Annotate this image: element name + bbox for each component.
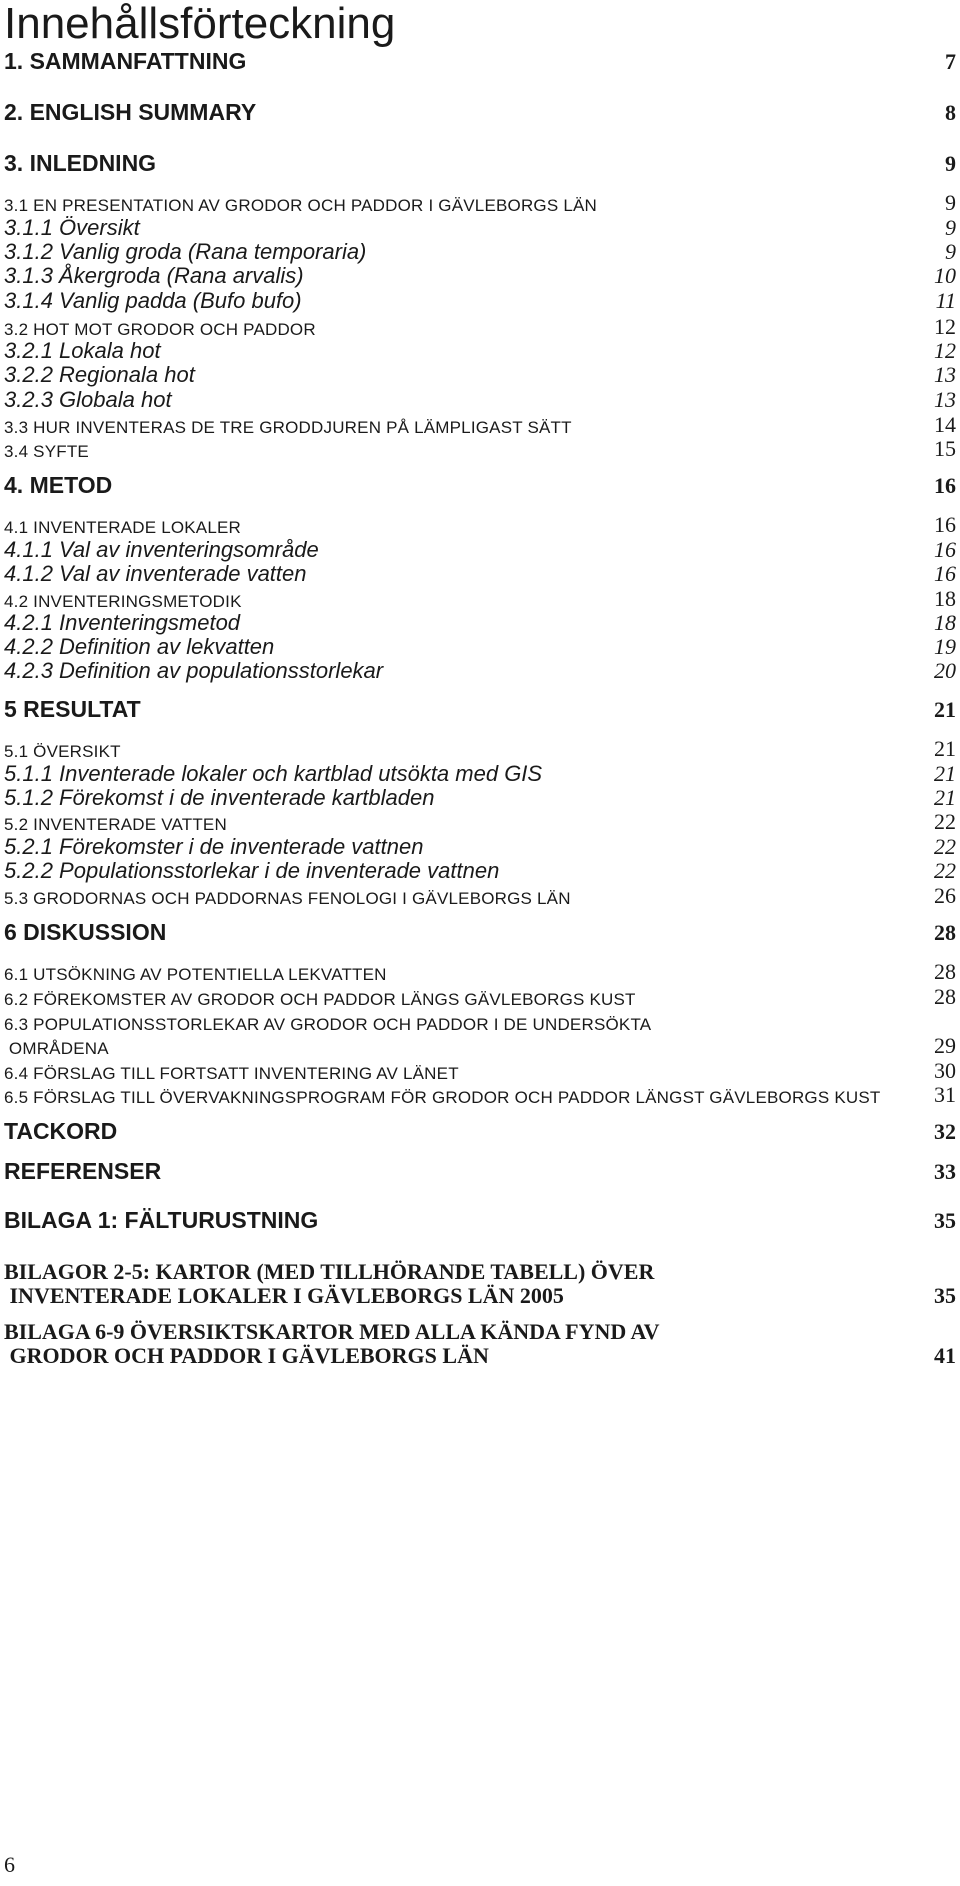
toc-entry-page: 21 (934, 697, 956, 722)
toc-entry-title: 3.1.4 Vanlig padda (Bufo bufo) (4, 288, 302, 313)
toc-entry-page: 28 (934, 959, 956, 984)
toc-entry-page: 33 (934, 1159, 956, 1184)
toc-entry-page: 20 (934, 658, 956, 683)
toc-entry-page: 18 (934, 586, 956, 611)
toc-entry-title: BILAGA 6-9 ÖVERSIKTSKARTOR MED ALLA KÄNDA FYND AV (4, 1319, 660, 1344)
toc-entry-title: GRODOR OCH PADDOR I GÄVLEBORGS LÄN (4, 1343, 489, 1368)
toc-entry-page: 16 (934, 537, 956, 562)
toc-entry-page: 21 (934, 761, 956, 786)
toc-entry-title: 4.1.1 Val av inventeringsområde (4, 537, 319, 562)
toc-entry-title: 2. ENGLISH SUMMARY (4, 99, 257, 125)
toc-entry-page: 22 (934, 834, 956, 859)
toc-entry-title: 3.2.2 Regionala hot (4, 362, 195, 387)
toc-entry-page: 30 (934, 1058, 956, 1083)
toc-entry-page: 9 (945, 239, 956, 264)
toc-entry-title: 3.4 SYFTE (4, 442, 89, 461)
toc-entry-page: 31 (934, 1082, 956, 1107)
toc-entry-page: 35 (934, 1283, 956, 1308)
toc-entry[interactable] (4, 48, 956, 78)
toc-entry-page: 16 (934, 512, 956, 537)
toc-entry[interactable] (4, 472, 956, 502)
toc-entry-page: 15 (934, 436, 956, 461)
toc-entry-title: 3.1.2 Vanlig groda (Rana temporaria) (4, 239, 367, 264)
toc-entry-title: 3.1.1 Översikt (4, 215, 140, 240)
toc-entry[interactable] (4, 99, 956, 129)
toc-entry-page: 10 (934, 263, 956, 288)
toc-entry-page: 13 (934, 387, 956, 412)
toc-entry[interactable] (4, 882, 956, 912)
toc-entry-page: 35 (934, 1208, 956, 1233)
toc-entry-page: 16 (934, 561, 956, 586)
toc-entry-title: 6.5 FÖRSLAG TILL ÖVERVAKNINGSPROGRAM FÖR GRODOR OCH PADDOR LÄNGST GÄVLEBORGS KUST (4, 1088, 881, 1107)
toc-entry-title: 1. SAMMANFATTNING (4, 48, 247, 74)
toc-entry-title: 3. INLEDNING (4, 150, 157, 176)
toc-entry[interactable] (4, 1342, 956, 1372)
toc-entry-title: 3.2.3 Globala hot (4, 387, 172, 412)
toc-entry[interactable] (4, 435, 956, 465)
page-number: 6 (4, 1852, 15, 1877)
toc-entry-page: 16 (934, 473, 956, 498)
toc-entry-title: 5.2 INVENTERADE VATTEN (4, 815, 227, 834)
toc-entry-page: 9 (945, 190, 956, 215)
toc-entry-title: BILAGOR 2-5: KARTOR (MED TILLHÖRANDE TABELL) ÖVER (4, 1259, 655, 1284)
toc-entry-title: 3.1.3 Åkergroda (Rana arvalis) (4, 263, 304, 288)
toc-entry-title: 4.1 INVENTERADE LOKALER (4, 518, 242, 537)
toc-entry-title: 5.1 ÖVERSIKT (4, 742, 121, 761)
toc-entry-title: TACKORD (4, 1118, 118, 1144)
toc-entry-title: 4.2.1 Inventeringsmetod (4, 610, 241, 635)
toc-entry-title: 3.2.1 Lokala hot (4, 338, 161, 363)
toc-entry-page: 7 (945, 49, 956, 74)
toc-entry-page: 32 (934, 1119, 956, 1144)
toc-entry-page: 21 (934, 736, 956, 761)
toc-entry-title: 6.2 FÖREKOMSTER AV GRODOR OCH PADDOR LÄNGS GÄVLEBORGS KUST (4, 990, 636, 1009)
toc-entry[interactable] (4, 696, 956, 726)
toc-entry-title: 4.2.2 Definition av lekvatten (4, 634, 275, 659)
toc-entry-page: 29 (934, 1033, 956, 1058)
toc-entry-title: 5.2.2 Populationsstorlekar i de inventerade vattnen (4, 858, 500, 883)
toc-entry-page: 12 (934, 314, 956, 339)
page-title: Innehållsförteckning (4, 0, 396, 48)
toc-entry-title: INVENTERADE LOKALER I GÄVLEBORGS LÄN 2005 (4, 1283, 564, 1308)
toc-entry-title: 4.2.3 Definition av populationsstorlekar (4, 658, 384, 683)
toc-entry-title: 4. METOD (4, 472, 113, 498)
toc-entry-page: 12 (934, 338, 956, 363)
toc-entry-title: 5 RESULTAT (4, 696, 141, 722)
toc-entry-page: 8 (945, 100, 956, 125)
toc-entry[interactable] (4, 1118, 956, 1148)
toc-entry-page: 9 (945, 215, 956, 240)
toc-entry-title: 5.3 GRODORNAS OCH PADDORNAS FENOLOGI I GÄVLEBORGS LÄN (4, 889, 571, 908)
toc-entry[interactable] (4, 1282, 956, 1312)
toc-entry-title: 5.1.1 Inventerade lokaler och kartblad utsökta med GIS (4, 761, 543, 786)
toc-entry-title: 6.1 UTSÖKNING AV POTENTIELLA LEKVATTEN (4, 965, 387, 984)
toc-entry-title: 4.2 INVENTERINGSMETODIK (4, 592, 242, 611)
toc-entry-page: 28 (934, 984, 956, 1009)
toc-entry-page: 18 (934, 610, 956, 635)
toc-entry[interactable] (4, 657, 956, 687)
toc-entry-title: 6 DISKUSSION (4, 919, 167, 945)
toc-entry-title: 3.2 HOT MOT GRODOR OCH PADDOR (4, 320, 316, 339)
toc-entry-title: BILAGA 1: FÄLTURUSTNING (4, 1207, 319, 1233)
toc-entry-page: 21 (934, 785, 956, 810)
toc-entry-title: 5.2.1 Förekomster i de inventerade vattnen (4, 834, 424, 859)
toc-entry-title: 6.3 POPULATIONSSTORLEKAR AV GRODOR OCH PADDOR I DE UNDERSÖKTA (4, 1015, 652, 1034)
toc-entry[interactable] (4, 1207, 956, 1237)
toc-entry-page: 19 (934, 634, 956, 659)
toc-entry-page: 22 (934, 858, 956, 883)
toc-entry[interactable] (4, 1081, 956, 1111)
toc-entry-title: REFERENSER (4, 1158, 162, 1184)
toc-entry-page: 28 (934, 920, 956, 945)
toc-entry-page: 41 (934, 1343, 956, 1368)
toc-entry-page: 14 (934, 412, 956, 437)
toc-entry-page: 26 (934, 883, 956, 908)
toc-entry-title: OMRÅDENA (4, 1039, 109, 1058)
toc-entry-page: 13 (934, 362, 956, 387)
toc-entry[interactable] (4, 1158, 956, 1188)
toc-entry-title: 3.3 HUR INVENTERAS DE TRE GRODDJUREN PÅ LÄMPLIGAST SÄTT (4, 418, 572, 437)
toc-entry[interactable] (4, 919, 956, 949)
toc-entry-title: 3.1 EN PRESENTATION AV GRODOR OCH PADDOR I GÄVLEBORGS LÄN (4, 196, 597, 215)
toc-entry-title: 5.1.2 Förekomst i de inventerade kartbladen (4, 785, 435, 810)
toc-entry-title: 4.1.2 Val av inventerade vatten (4, 561, 307, 586)
toc-entry[interactable] (4, 150, 956, 180)
toc-entry-title: 6.4 FÖRSLAG TILL FORTSATT INVENTERING AV LÄNET (4, 1064, 459, 1083)
toc-entry-page: 9 (945, 151, 956, 176)
toc-entry-page: 22 (934, 809, 956, 834)
toc-entry-page: 11 (935, 288, 956, 313)
